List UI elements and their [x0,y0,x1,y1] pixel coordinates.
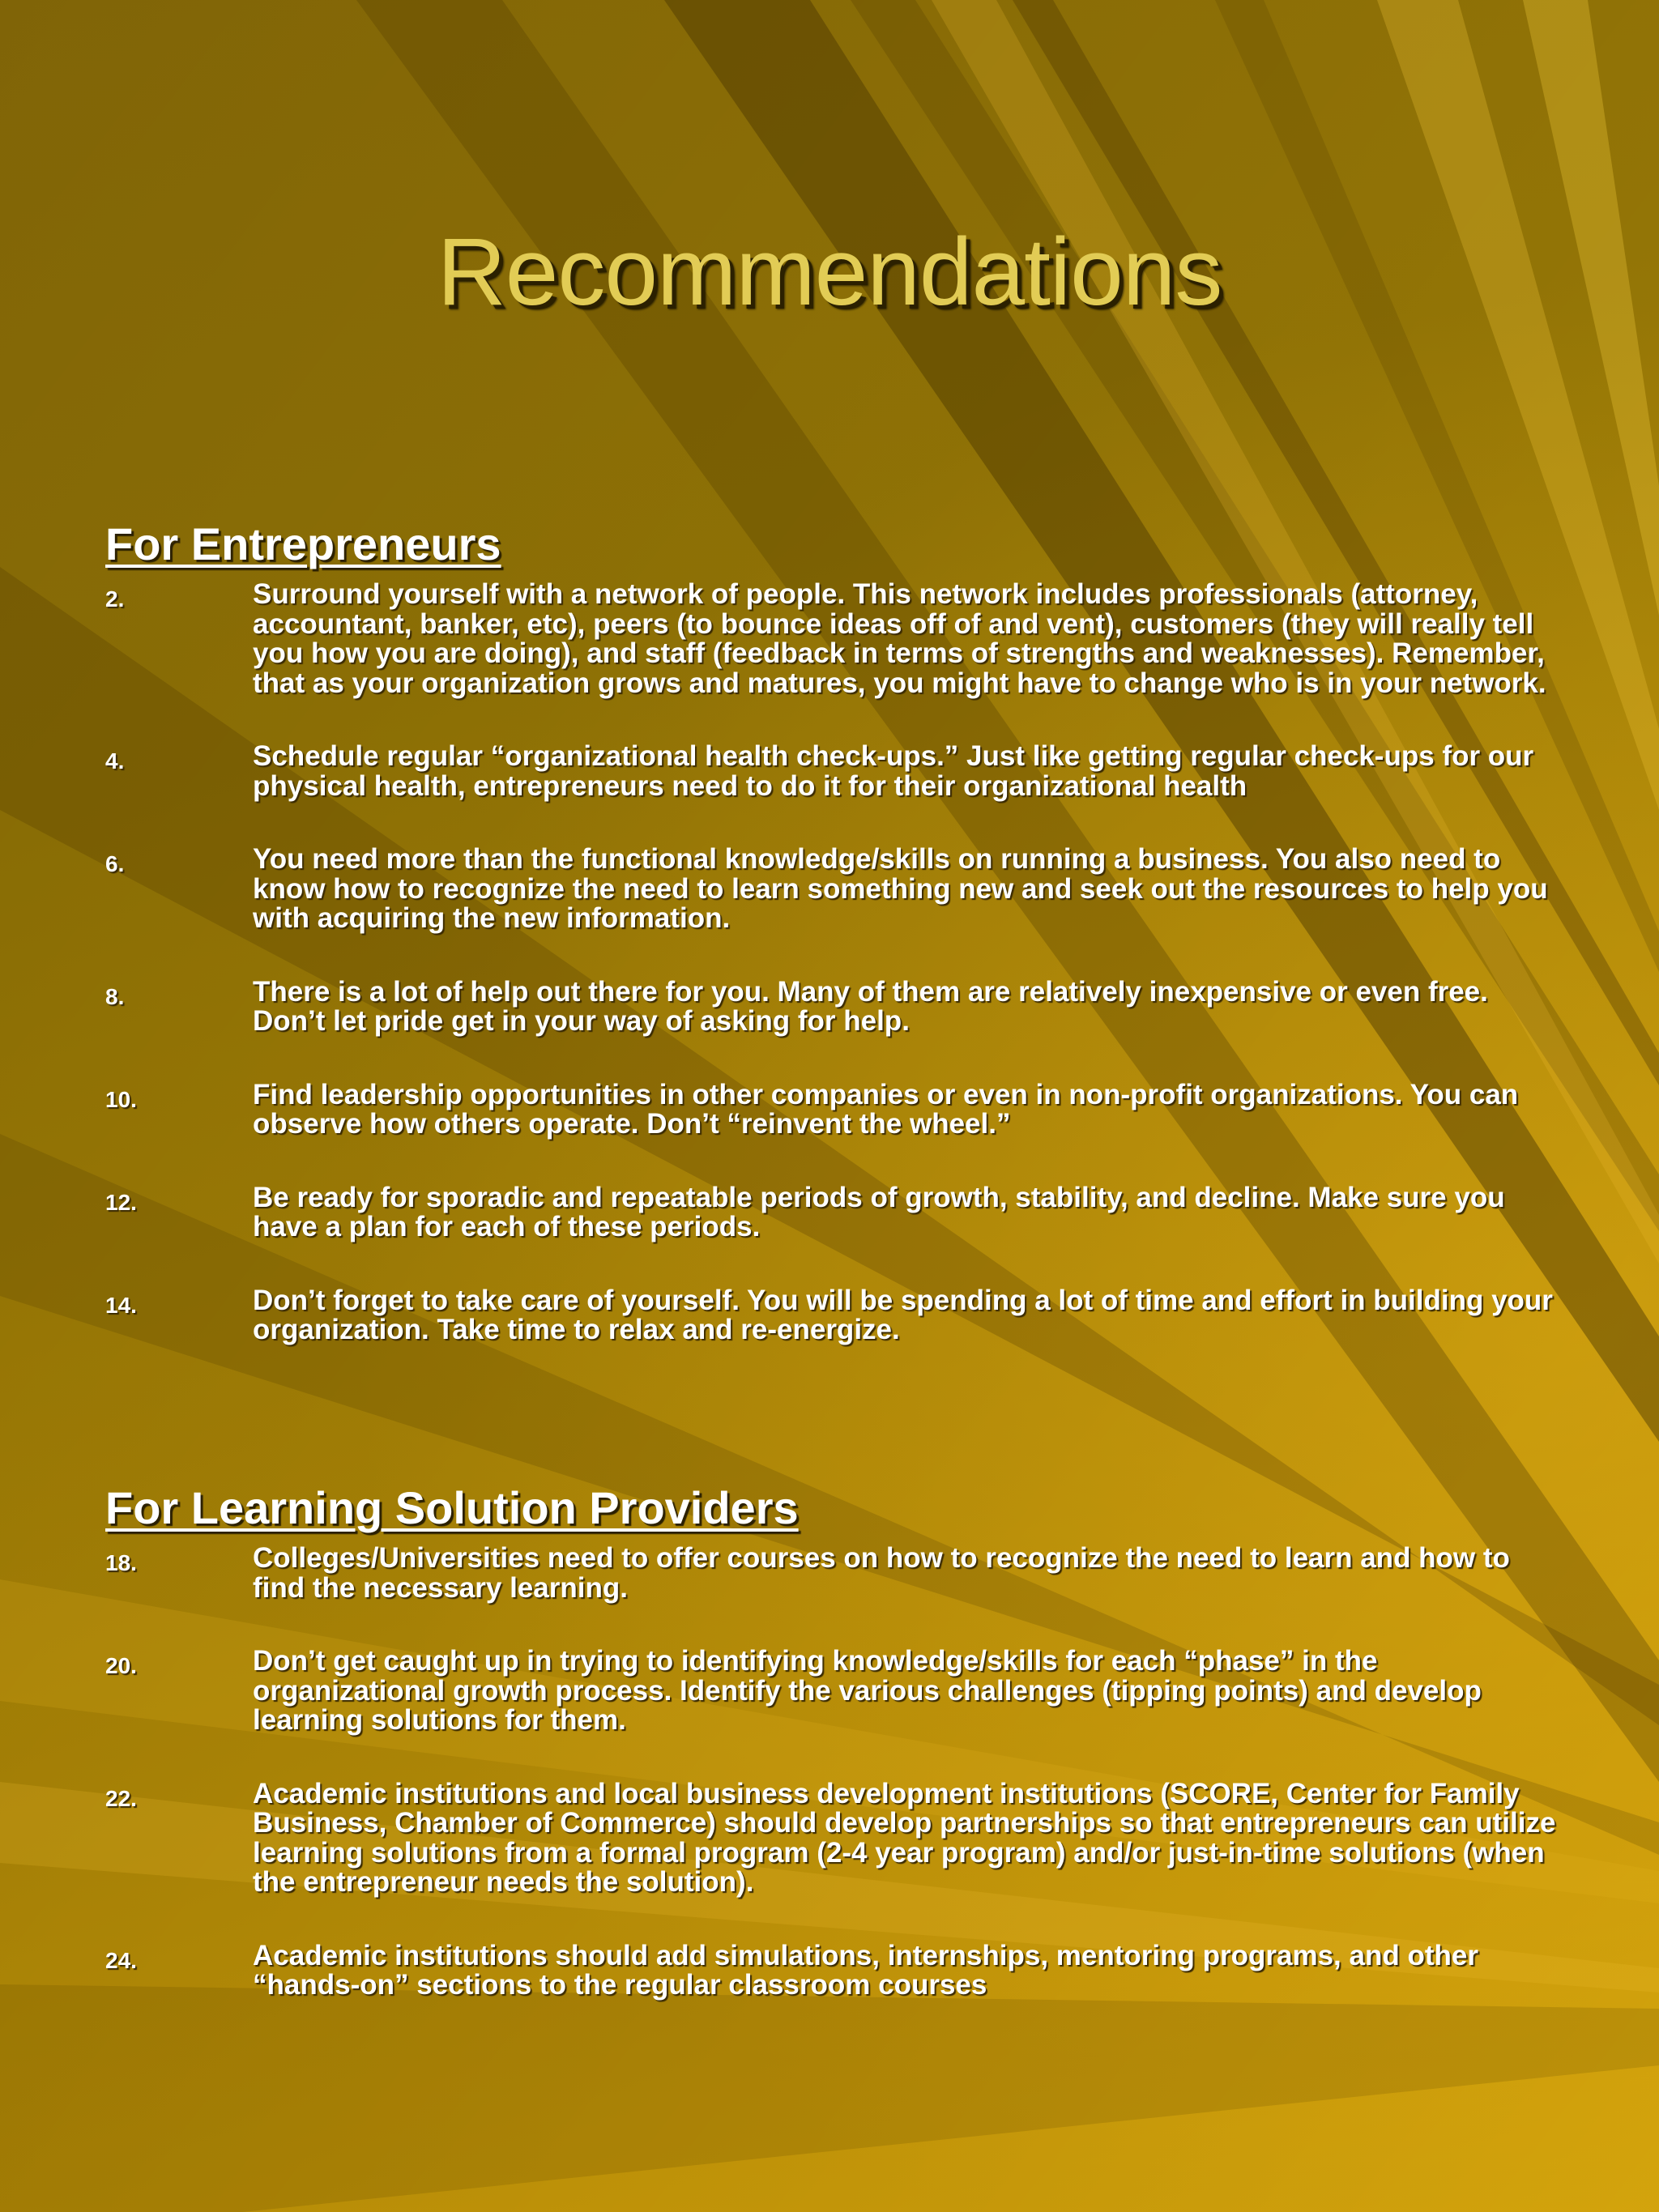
item-text: Colleges/Universities need to offer courses on how to recognize the need to learn and how to find the necessary learning. [253,1542,1510,1604]
list-item [105,1544,1563,1603]
list-item [105,975,1563,1037]
list-item [105,1183,1563,1242]
item-text: Academic institutions and local business development institutions (SCORE, Center for Family Business, Chamber of Commerce) should develop partnerships so that entrepreneurs can utilize learning solutions from a formal program (2-4 year program) and/or just-in-time solutions (when the entrepreneur needs the solution). [253,1777,1556,1898]
item-text: Find leadership opportunities in other companies or even in non-profit organizations. You can observe how others operate. Don’t “reinvent the wheel.” [253,1078,1519,1140]
learning-providers-list [105,1544,1563,2044]
item-text: Don’t get caught up in trying to identifying knowledge/skills for each “phase” in the organizational growth process. Identify the various challenges (tipping points) and develop learning solutions for them. [253,1645,1482,1736]
item-number: 4. [105,748,125,774]
section-heading-entrepreneurs: For Entrepreneurs [105,518,501,569]
item-text: Be ready for sporadic and repeatable periods of growth, stability, and decline. Make sure you have a plan for each of these periods. [253,1181,1505,1242]
list-item [105,1779,1563,1898]
item-text: Surround yourself with a network of people. This network includes professionals (attorney, accountant, banker, etc), peers (to bounce ideas off of and vent), customers (they will really tell you how you are doing), and staff (feedback in terms of strengths and weaknesses). Remember, that as your organization grows and matures, you might have to change who is in your network. [253,578,1546,699]
item-number: 12. [105,1189,137,1215]
item-text: There is a lot of help out there for you. Many of them are relatively inexpensive or even free. Don’t let pride get in your way of asking for help. [253,975,1488,1037]
list-item [105,1941,1563,2001]
item-number: 6. [105,851,125,876]
item-text: Don’t forget to take care of yourself. You will be spending a lot of time and effort in building your organization. Take time to relax and re-energize. [253,1284,1553,1345]
list-item [105,580,1563,698]
item-number: 24. [105,1947,137,1973]
list-item [105,742,1563,801]
entrepreneurs-list [105,580,1563,1389]
item-number: 14. [105,1292,137,1318]
item-number: 20. [105,1653,137,1678]
item-number: 22. [105,1785,137,1811]
item-number: 18. [105,1550,137,1575]
item-text: Schedule regular “organizational health check-ups.” Just like getting regular check-ups for our physical health, entrepreneurs need to do it for their organizational health [253,740,1534,802]
item-text: You need more than the functional knowledge/skills on running a business. You also need to know how to recognize the need to learn something new and seek out the resources to help you with acquiring the new information. [253,843,1548,934]
list-item [105,1647,1563,1736]
list-item [105,1080,1563,1140]
section-heading-learning-providers: For Learning Solution Providers [105,1482,799,1533]
item-number: 8. [105,983,125,1009]
list-item [105,1286,1563,1345]
list-item [105,845,1563,934]
item-number: 10. [105,1086,137,1112]
item-text: Academic institutions should add simulations, internships, mentoring programs, and other “hands-on” sections to the regular classroom courses [253,1939,1478,2001]
item-number: 2. [105,586,125,612]
slide-title: Recommendations [437,219,1222,326]
